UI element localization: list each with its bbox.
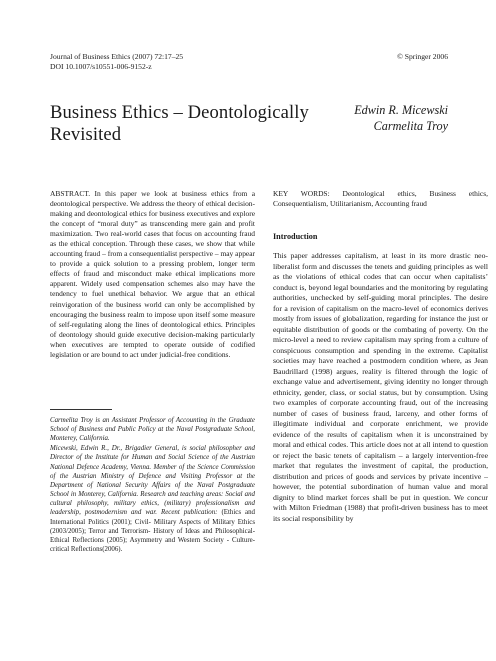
citation-block	[50, 52, 183, 72]
journal-citation: Journal of Business Ethics (2007) 72:17–25	[50, 52, 184, 61]
footnote-troy-text: Carmelita Troy is an Assistant Professor of Accounting in the Graduate School of Business and Public Policy at the Naval Postgraduate School, Monterey, California.	[50, 416, 255, 443]
title-block	[50, 102, 448, 146]
copyright: © Springer 2006	[397, 52, 448, 61]
introduction-heading: Introduction	[273, 232, 318, 242]
footnote-micewski	[50, 444, 255, 554]
abstract-text: ABSTRACT. In this paper we look at business ethics from a deontological perspective. We address the theory of ethical decision-making and deontological ethics for business executives and explore the concept of “moral duty” as transcending mere gain and profit maximization. Two real-world cases that focus on accounting fraud as the ethical conception. Through these cases, we show that while accounting fraud – from a consequentialist perspective – may appear to provide a quick solution to a pressing problem, longer term effects of fraud and misconduct make ethical implications more apparent. Widely used compensation schemes also may have the tendency to fuel unethical behavior. We argue that an ethical reinvigoration of the business world can only be accomplished by encouraging the business realm to impose upon itself some measure of self-regulating along the lines of deontological ethics. Principles of deontology should guide executive decision-making particularly when executives are tempted to operate outside of codified legislation or are bound to act under judicial-free conditions.	[50, 189, 255, 359]
footnote-micewski-bio: Micewski, Edwin R., Dr., Brigadier General, is social philosopher and Director of the Institute for Human and Social Science of the Austrian National Defence Academy, Vienna. Member of the Science Commission of the Austrian Ministry of Defence and Visiting Professor at the Department of National Security Affairs of the Naval Postgraduate School in Monterey, California. Research and teaching areas: Social and cultural philosophy, military ethics, (military) professionalism and leadership, postmodernism and war. Recent publication:	[50, 445, 255, 517]
footnote-divider	[50, 409, 112, 410]
left-column	[50, 189, 255, 555]
author-2: Carmelita Troy	[373, 118, 448, 133]
page-header	[50, 52, 448, 72]
author-1: Edwin R. Micewski	[354, 103, 448, 117]
article-title-line-2: Revisited	[50, 124, 122, 145]
keywords-text: KEY WORDS: Deontological ethics, Business ethics, Consequentialism, Utilitarianism, Accounting fraud	[273, 189, 488, 209]
article-title-line-1: Business Ethics – Deontologically	[50, 102, 309, 123]
footnote-troy	[50, 416, 255, 443]
body-columns	[50, 189, 488, 555]
right-column	[273, 189, 488, 555]
introduction-text: This paper addresses capitalism, at least in its more drastic neo-liberalist form and discusses the tenets and guiding principles as well as the violations of ethical codes that can occur when capitalists’ conduct is, beyond legal boundaries and the monitoring by regulating authorities, unchecked by self-guiding moral principles. The desire for a revision of capitalism on the macro-level of economics derives mostly from issues of globalization, regarding for instance the just or equitable distribution of goods or the combating of poverty. On the micro-level a need to review capitalism may spring from a culture of conspicuous consumption and spending in the extreme. Capitalist societies may have reached a postmodern condition where, as Jean Baudrillard (1998) argues, reality is filtered through the logic of exchange value and advertisement, giving identity no longer through ethnicity, gender, class, or social status, but by consumption. Using two examples of corporate accounting fraud, out of the increasing number of cases of business fraud, larceny, and other forms of illegitimate individual and corporate enrichment, we provide evidence of the results of capitalism when it is unconstrained by moral and ethical codes. This article does not at all intend to question or reject the basic tenets of capitalism – a largely intervention-free market that regulates the investment of capital, the production, distribution and prices of goods and services by private incentive – however, the potential subordination of human value and moral dignity to blind market forces shall be put in question. We concur with Milton Friedman (1988) that profit-driven business has to meet its social responsibility by	[273, 251, 488, 523]
doi: DOI 10.1007/s10551-006-9152-z	[50, 62, 152, 71]
footnote-micewski-publications: (Ethics and International Politics (2001); Civil- Military Aspects of Military Ethics (2003/2005); Terror and Terrorism- History of Ideas and Philosophical-Ethical Reflections (2005); Asymmetry and Western Society - Culture-critical Reflections(2006).	[50, 509, 255, 553]
article-title	[50, 102, 309, 146]
author-names	[354, 103, 448, 134]
